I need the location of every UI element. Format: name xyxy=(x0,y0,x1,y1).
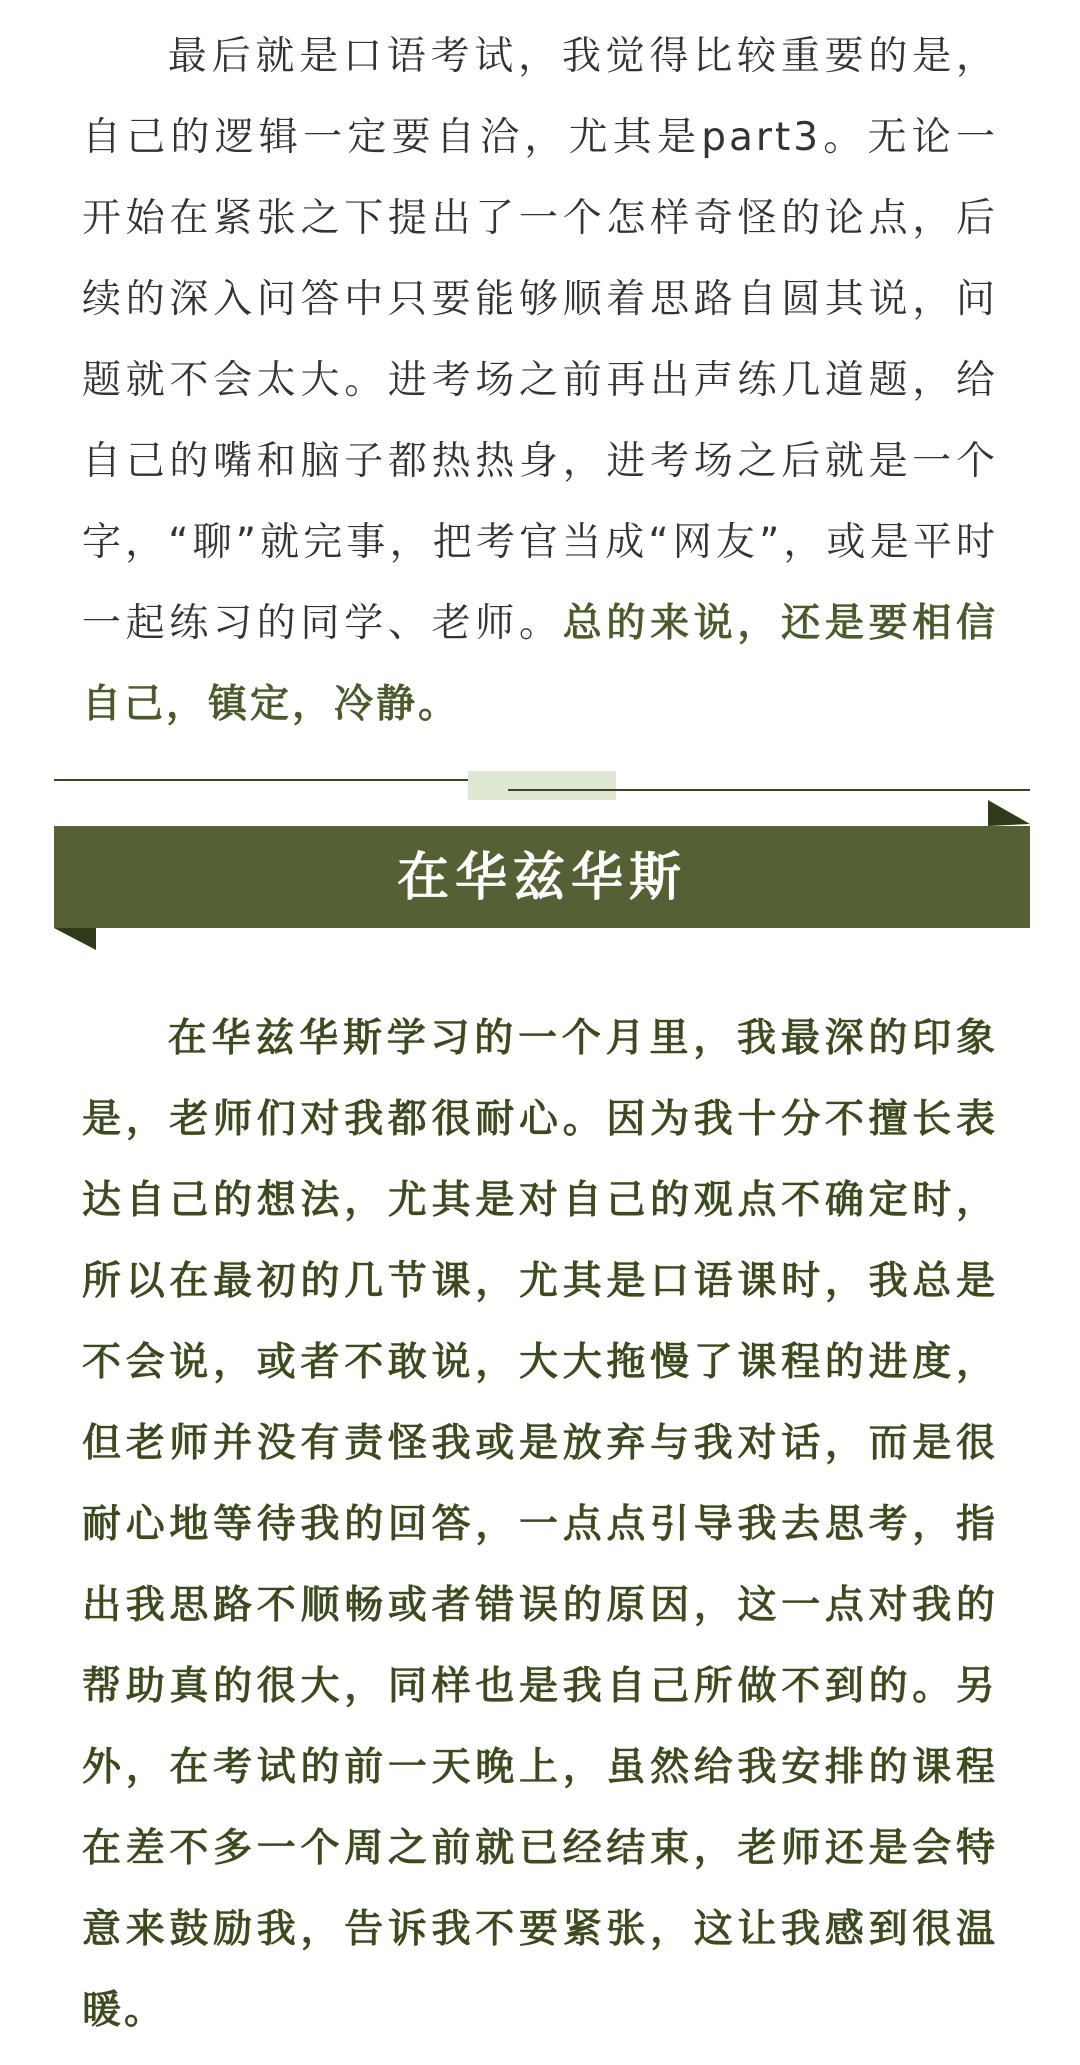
ribbon-fold-bottom-left xyxy=(54,928,96,950)
divider-accent-block xyxy=(468,771,616,800)
section1-paragraph xyxy=(82,16,998,745)
ribbon-fold-top-right xyxy=(988,800,1030,826)
section1-highlight-text: 总的来说，还是要相信自己，镇定，冷静。 xyxy=(82,601,998,727)
section1-body-text: 最后就是口语考试，我觉得比较重要的是，自己的逻辑一定要自洽，尤其是part3。无论一开始在紧张之下提出了一个怎样奇怪的论点，后续的深入问答中只要能够顺着思路自圆其说，问题就不会太大。进考场之前再出声练几道题，给自己的嘴和脑子都热热身，进考场之后就是一个字，“聊”就完事，把考官当成“网友”，或是平时一起练习的同学、老师。 xyxy=(82,34,998,646)
section-heading: 在华兹华斯 xyxy=(396,848,687,908)
section2-body-text: 在华兹华斯学习的一个月里，我最深的印象是，老师们对我都很耐心。因为我十分不擅长表达自己的想法，尤其是对自己的观点不确定时，所以在最初的几节课，尤其是口语课时，我总是不会说，或者不敢说，大大拖慢了课程的进度，但老师并没有责怪我或是放弃与我对话，而是很耐心地等待我的回答，一点点引导我去思考，指出我思路不顺畅或者错误的原因，这一点对我的帮助真的很大，同样也是我自己所做不到的。另外，在考试的前一天晚上，虽然给我安排的课程在差不多一个周之前就已经结束，老师还是会特意来鼓励我，告诉我不要紧张，这让我感到很温暖。 xyxy=(82,1016,998,2033)
section2-paragraph xyxy=(82,998,998,2051)
